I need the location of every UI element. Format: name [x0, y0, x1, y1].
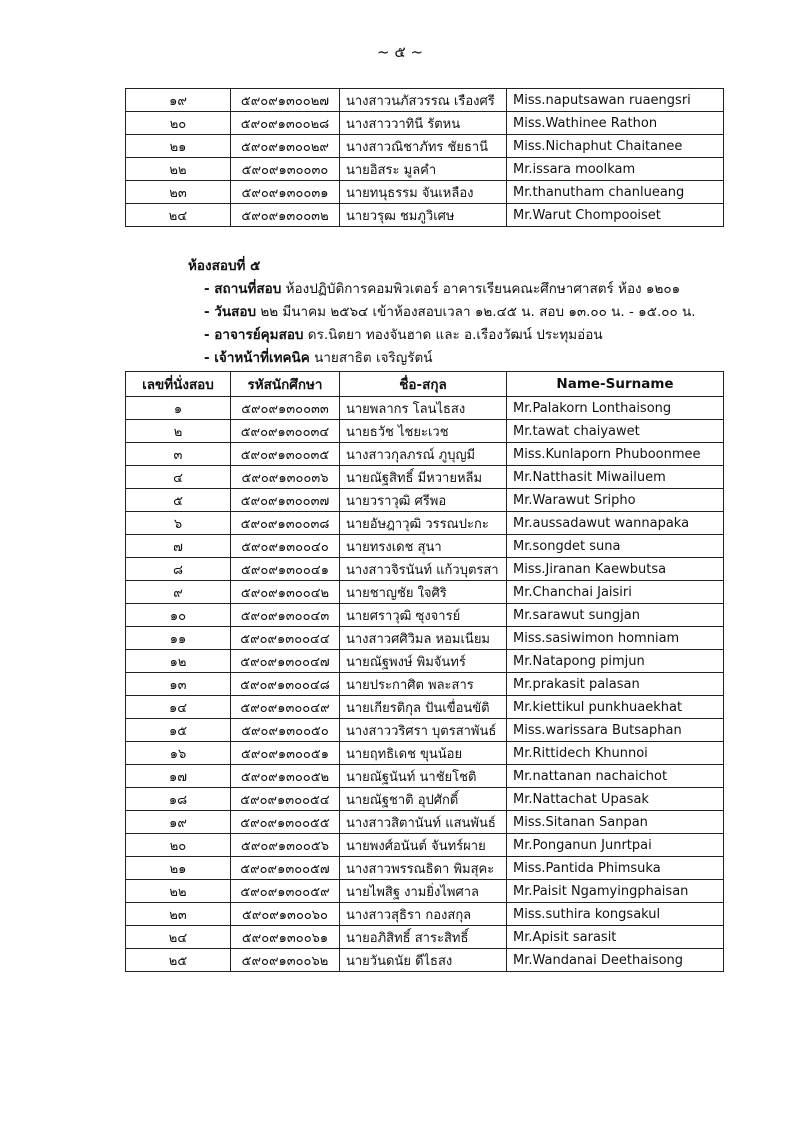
student-id: ๕๙๐๙๑๓๐๐๔๒ [231, 581, 340, 604]
seat-number: ๒๐ [126, 834, 231, 857]
student-name-en: Mr.tawat chaiyawet [507, 420, 724, 443]
student-id: ๕๙๐๙๑๓๐๐๕๔ [231, 788, 340, 811]
student-name-en: Mr.Wandanai Deethaisong [507, 949, 724, 972]
student-table-continued [125, 88, 724, 227]
student-name-th: นางสาวจิรนันท์ แก้วบุตรสา [340, 558, 507, 581]
student-id: ๕๙๐๙๑๓๐๐๔๓ [231, 604, 340, 627]
seat-number: ๒๓ [126, 181, 231, 204]
student-name-th: นางสาวณิชาภัทร ชัยธานี [340, 135, 507, 158]
student-name-en: Mr.Warawut Sripho [507, 489, 724, 512]
seat-number: ๗ [126, 535, 231, 558]
student-name-en: Mr.Paisit Ngamyingphaisan [507, 880, 724, 903]
table-row [126, 158, 724, 181]
seat-number: ๒๑ [126, 857, 231, 880]
student-name-th: นางสาวกุลภรณ์ ภูบุญมี [340, 443, 507, 466]
exam-room-info [188, 255, 696, 370]
proctor-value: ดร.นิตยา ทองจันฮาด และ อ.เรืองวัฒน์ ประทุมอ่อน [307, 327, 603, 343]
table-row [126, 949, 724, 972]
student-name-en: Mr.Nattachat Upasak [507, 788, 724, 811]
table-body [126, 89, 724, 227]
student-name-en: Mr.nattanan nachaichot [507, 765, 724, 788]
student-name-th: นายณัฐนันท์ นาชัยโชติ [340, 765, 507, 788]
student-name-th: นายวราวุฒิ ศรีพอ [340, 489, 507, 512]
seat-number: ๖ [126, 512, 231, 535]
student-name-th: นางสาวศศิวิมล หอมเนียม [340, 627, 507, 650]
table-row [126, 627, 724, 650]
exam-location-value: ห้องปฏิบัติการคอมพิวเตอร์ อาคารเรียนคณะศึกษาศาสตร์ ห้อง ๑๒๐๑ [285, 281, 681, 297]
seat-number: ๑๖ [126, 742, 231, 765]
student-id: ๕๙๐๙๑๓๐๐๓๖ [231, 466, 340, 489]
student-name-en: Mr.Natapong pimjun [507, 650, 724, 673]
student-name-th: นายประกาศิต พละสาร [340, 673, 507, 696]
student-name-th: นายอิสระ มูลคำ [340, 158, 507, 181]
table-row [126, 903, 724, 926]
header-name-en: Name-Surname [507, 372, 724, 397]
student-name-en: Miss.Nichaphut Chaitanee [507, 135, 724, 158]
student-table-room-5 [125, 371, 724, 972]
student-name-en: Mr.issara moolkam [507, 158, 724, 181]
student-name-th: นายอภิสิทธิ์ สาระสิทธิ์ [340, 926, 507, 949]
student-name-en: Mr.Chanchai Jaisiri [507, 581, 724, 604]
student-name-th: นายพงศ์อนันต์ จันทร์ผาย [340, 834, 507, 857]
table-header-row [126, 372, 724, 397]
student-name-th: นายณัฐสิทธิ์ มีหวายหลีม [340, 466, 507, 489]
seat-number: ๒๐ [126, 112, 231, 135]
student-id: ๕๙๐๙๑๓๐๐๕๖ [231, 834, 340, 857]
table-row [126, 650, 724, 673]
student-id: ๕๙๐๙๑๓๐๐๖๑ [231, 926, 340, 949]
seat-number: ๒๔ [126, 204, 231, 227]
table-row [126, 765, 724, 788]
table-row [126, 135, 724, 158]
section-title: ห้องสอบที่ ๕ [188, 258, 261, 274]
header-seat: เลขที่นั่งสอบ [126, 372, 231, 397]
student-name-en: Miss.Kunlaporn Phuboonmee [507, 443, 724, 466]
student-name-th: นายศราวุฒิ ซุงจารย์ [340, 604, 507, 627]
student-name-en: Mr.thanutham chanlueang [507, 181, 724, 204]
student-name-th: นายฤทธิเดช ขุนน้อย [340, 742, 507, 765]
table-row [126, 89, 724, 112]
student-name-th: นางสาวพรรณธิดา พิมสุคะ [340, 857, 507, 880]
student-id: ๕๙๐๙๑๓๐๐๓๗ [231, 489, 340, 512]
page-number: ~ ๕ ~ [376, 43, 424, 61]
student-id: ๕๙๐๙๑๓๐๐๖๒ [231, 949, 340, 972]
seat-number: ๑๕ [126, 719, 231, 742]
student-name-en: Mr.Palakorn Lonthaisong [507, 397, 724, 420]
student-name-en: Miss.Sitanan Sanpan [507, 811, 724, 834]
seat-number: ๒๒ [126, 880, 231, 903]
table-row [126, 788, 724, 811]
student-name-en: Mr.Natthasit Miwailuem [507, 466, 724, 489]
student-name-en: Mr.Rittidech Khunnoi [507, 742, 724, 765]
table-row [126, 834, 724, 857]
student-id: ๕๙๐๙๑๓๐๐๔๑ [231, 558, 340, 581]
seat-number: ๔ [126, 466, 231, 489]
student-name-th: นายวรุฒ ชมภูวิเศษ [340, 204, 507, 227]
exam-date-value: ๒๒ มีนาคม ๒๕๖๔ เข้าห้องสอบเวลา ๑๒.๔๕ น. สอบ ๑๓.๐๐ น. - ๑๕.๐๐ น. [260, 304, 696, 320]
table-row [126, 719, 724, 742]
table-row [126, 466, 724, 489]
student-id: ๕๙๐๙๑๓๐๐๒๘ [231, 112, 340, 135]
exam-date-row [188, 301, 696, 324]
student-id: ๕๙๐๙๑๓๐๐๕๒ [231, 765, 340, 788]
student-id: ๕๙๐๙๑๓๐๐๕๗ [231, 857, 340, 880]
table-row [126, 811, 724, 834]
student-id: ๕๙๐๙๑๓๐๐๔๗ [231, 650, 340, 673]
seat-number: ๕ [126, 489, 231, 512]
table-row [126, 112, 724, 135]
student-name-th: นางสาววริศรา บุตรสาพันธ์ [340, 719, 507, 742]
student-id: ๕๙๐๙๑๓๐๐๓๓ [231, 397, 340, 420]
student-name-th: นายเกียรติกุล ปันเขื่อนขัติ [340, 696, 507, 719]
student-id: ๕๙๐๙๑๓๐๐๖๐ [231, 903, 340, 926]
student-name-en: Miss.Wathinee Rathon [507, 112, 724, 135]
student-id: ๕๙๐๙๑๓๐๐๔๐ [231, 535, 340, 558]
student-name-en: Mr.Apisit sarasit [507, 926, 724, 949]
student-id: ๕๙๐๙๑๓๐๐๓๑ [231, 181, 340, 204]
student-name-en: Mr.kiettikul punkhuaekhat [507, 696, 724, 719]
technician-value: นายสาธิต เจริญรัตน์ [314, 350, 433, 366]
student-name-en: Miss.sasiwimon homniam [507, 627, 724, 650]
student-name-en: Miss.suthira kongsakul [507, 903, 724, 926]
seat-number: ๒๕ [126, 949, 231, 972]
student-name-en: Miss.naputsawan ruaengsri [507, 89, 724, 112]
seat-number: ๒ [126, 420, 231, 443]
table-row [126, 673, 724, 696]
table-row [126, 581, 724, 604]
student-name-en: Mr.sarawut sungjan [507, 604, 724, 627]
student-name-th: นายธวัช ไชยะเวช [340, 420, 507, 443]
student-name-th: นางสาววาทินี รัตหน [340, 112, 507, 135]
student-name-en: Miss.Pantida Phimsuka [507, 857, 724, 880]
student-name-en: Mr.prakasit palasan [507, 673, 724, 696]
table-row [126, 512, 724, 535]
seat-number: ๓ [126, 443, 231, 466]
seat-number: ๒๓ [126, 903, 231, 926]
student-id: ๕๙๐๙๑๓๐๐๓๕ [231, 443, 340, 466]
table-row [126, 397, 724, 420]
student-name-en: Mr.aussadawut wannapaka [507, 512, 724, 535]
student-id: ๕๙๐๙๑๓๐๐๕๕ [231, 811, 340, 834]
table-row [126, 204, 724, 227]
seat-number: ๑๙ [126, 811, 231, 834]
table-row [126, 926, 724, 949]
student-name-th: นายณัฐพงษ์ พิมจันทร์ [340, 650, 507, 673]
table-row [126, 696, 724, 719]
student-id: ๕๙๐๙๑๓๐๐๒๗ [231, 89, 340, 112]
student-id: ๕๙๐๙๑๓๐๐๔๘ [231, 673, 340, 696]
table-row [126, 604, 724, 627]
exam-date-label: - วันสอบ [204, 304, 257, 320]
table-row [126, 558, 724, 581]
student-id: ๕๙๐๙๑๓๐๐๒๙ [231, 135, 340, 158]
student-name-th: นายณัฐชาติ อุปศักดิ์ [340, 788, 507, 811]
proctor-label: - อาจารย์คุมสอบ [204, 327, 304, 343]
proctor-row [188, 324, 696, 347]
technician-row [188, 347, 696, 370]
student-name-th: นายทรงเดช สุนา [340, 535, 507, 558]
seat-number: ๒๑ [126, 135, 231, 158]
seat-number: ๑๔ [126, 696, 231, 719]
seat-number: ๒๒ [126, 158, 231, 181]
student-name-th: นายวันดนัย ดีไธสง [340, 949, 507, 972]
technician-label: - เจ้าหน้าที่เทคนิค [204, 350, 310, 366]
student-id: ๕๙๐๙๑๓๐๐๓๔ [231, 420, 340, 443]
student-name-th: นายทนุธรรม จันเหลือง [340, 181, 507, 204]
student-name-th: นายพลากร โลนไธสง [340, 397, 507, 420]
exam-location-row [188, 278, 696, 301]
student-name-th: นายชาญชัย ใจศิริ [340, 581, 507, 604]
table-row [126, 857, 724, 880]
student-id: ๕๙๐๙๑๓๐๐๓๘ [231, 512, 340, 535]
header-name-th: ชื่อ-สกุล [340, 372, 507, 397]
student-name-en: Miss.warissara Butsaphan [507, 719, 724, 742]
seat-number: ๑๘ [126, 788, 231, 811]
student-name-th: นายไพสิฐ งามยิ่งไพศาล [340, 880, 507, 903]
seat-number: ๑๒ [126, 650, 231, 673]
student-id: ๕๙๐๙๑๓๐๐๕๙ [231, 880, 340, 903]
student-name-en: Mr.songdet suna [507, 535, 724, 558]
seat-number: ๙ [126, 581, 231, 604]
student-name-en: Mr.Ponganun Junrtpai [507, 834, 724, 857]
student-id: ๕๙๐๙๑๓๐๐๕๑ [231, 742, 340, 765]
student-name-th: นางสาวสิตานันท์ แสนพันธ์ [340, 811, 507, 834]
student-name-en: Miss.Jiranan Kaewbutsa [507, 558, 724, 581]
student-id: ๕๙๐๙๑๓๐๐๕๐ [231, 719, 340, 742]
student-name-en: Mr.Warut Chompooiset [507, 204, 724, 227]
header-student-id: รหัสนักศึกษา [231, 372, 340, 397]
table-row [126, 489, 724, 512]
seat-number: ๑๐ [126, 604, 231, 627]
student-id: ๕๙๐๙๑๓๐๐๔๙ [231, 696, 340, 719]
table-row [126, 535, 724, 558]
table-body [126, 397, 724, 972]
table-row [126, 880, 724, 903]
exam-location-label: - สถานที่สอบ [204, 281, 282, 297]
seat-number: ๑ [126, 397, 231, 420]
seat-number: ๑๙ [126, 89, 231, 112]
table-row [126, 420, 724, 443]
student-name-th: นางสาวสุธิรา กองสกุล [340, 903, 507, 926]
seat-number: ๑๓ [126, 673, 231, 696]
student-id: ๕๙๐๙๑๓๐๐๓๐ [231, 158, 340, 181]
seat-number: ๑๑ [126, 627, 231, 650]
student-name-th: นายอัษฎาวุฒิ วรรณปะกะ [340, 512, 507, 535]
table-row [126, 443, 724, 466]
seat-number: ๘ [126, 558, 231, 581]
student-id: ๕๙๐๙๑๓๐๐๓๒ [231, 204, 340, 227]
seat-number: ๒๔ [126, 926, 231, 949]
table-row [126, 742, 724, 765]
student-name-th: นางสาวนภัสวรรณ เรืองศรี [340, 89, 507, 112]
student-id: ๕๙๐๙๑๓๐๐๔๔ [231, 627, 340, 650]
seat-number: ๑๗ [126, 765, 231, 788]
table-row [126, 181, 724, 204]
